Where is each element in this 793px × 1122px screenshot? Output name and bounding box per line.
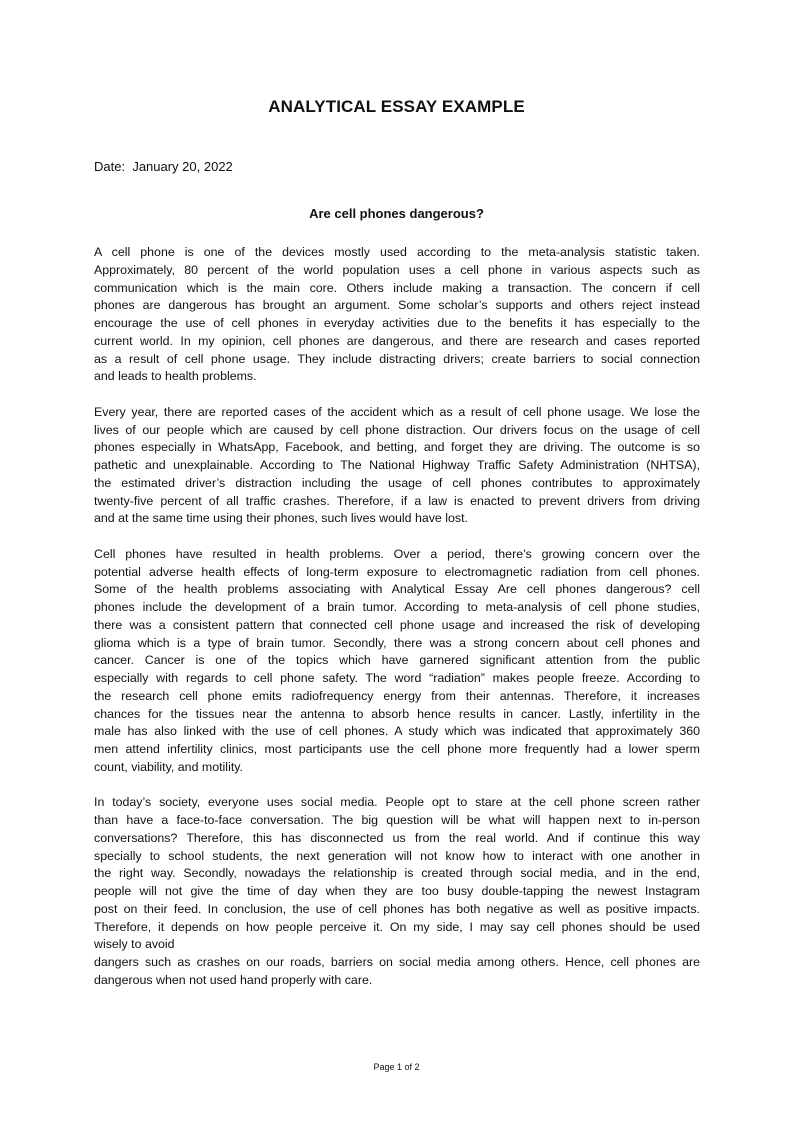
text-line: communication which is the main core. Others include making a transaction. The concern if cell <box>94 280 700 295</box>
text-line: chances for the tissues near the antenna to absorb hence results in cancer. Lastly, infertility in the <box>94 706 700 721</box>
page-number-footer: Page 1 of 2 <box>373 1062 420 1072</box>
text-line: the right way. Secondly, nowadays the relationship is created through social media, and in the end, <box>94 866 700 881</box>
text-line: the estimated driver’s distraction including the usage of cell phones contributes to approximately <box>94 475 700 490</box>
text-line: phones especially in WhatsApp, Facebook, and betting, and forget they are driving. The outcome is so <box>94 440 700 455</box>
text-line: encourage the use of cell phones in everyday activities due to the benefits it has especially to the <box>94 316 700 330</box>
date-label: Date: <box>94 159 126 174</box>
paragraph-3 <box>94 546 700 777</box>
essay-body <box>94 244 700 1007</box>
text-line: current world. In my opinion, cell phones are dangerous, and there are research and cases reported <box>94 333 700 348</box>
text-line: post on their feed. In conclusion, the use of cell phones has both negative as well as positive impacts. <box>94 901 700 916</box>
text-line: dangers such as crashes on our roads, barriers on social media among others. Hence, cell phones are <box>94 955 700 969</box>
text-line: Every year, there are reported cases of the accident which as a result of cell phone usage. We lose the <box>94 404 700 419</box>
text-line: and leads to health problems. <box>94 369 257 384</box>
text-line: and at the same time using their phones, such lives would have lost. <box>94 511 468 526</box>
text-line: male has also linked with the use of cell phones. A study which was indicated that approximately 360 <box>94 724 700 739</box>
text-line: In today’s society, everyone uses social media. People opt to stare at the cell phone screen rather <box>94 795 700 810</box>
text-line: Some of the health problems associating with Analytical Essay Are cell phones dangerous? cell <box>94 582 700 597</box>
text-line: than have a face-to-face conversation. The big question will be what will happen next to in-person <box>94 813 700 827</box>
paragraph-4 <box>94 794 700 989</box>
text-line: count, viability, and motility. <box>94 759 243 774</box>
text-line: specially to school students, the next generation will not know how to interact with one another in <box>94 848 700 863</box>
text-line: wisely to avoid <box>94 937 175 952</box>
text-line: cancer. Cancer is one of the topics which have garnered significant attention from the public <box>94 653 700 668</box>
text-line: men attend infertility clinics, most participants use the cell phone more frequently had a lower sperm <box>94 742 700 756</box>
text-line: phones include the development of a brain tumor. According to meta-analysis of cell phone studies, <box>94 600 700 614</box>
text-line: twenty-five percent of all traffic crashes. Therefore, if a law is enacted to prevent drivers from driving <box>94 493 700 508</box>
text-line: there was a consistent pattern that connected cell phone usage and increased the risk of developing <box>94 617 700 632</box>
document-title: ANALYTICAL ESSAY EXAMPLE <box>268 97 525 116</box>
text-line: Cell phones have resulted in health problems. Over a period, there’s growing concern over the <box>94 546 700 561</box>
essay-subtitle: Are cell phones dangerous? <box>309 206 484 221</box>
text-line: potential adverse health effects of long-term exposure to electromagnetic radiation from cell phones. <box>94 564 700 579</box>
paragraph-2 <box>94 404 700 528</box>
text-line: Therefore, it depends on how people perceive it. On my side, I may say cell phones should be used <box>94 919 700 934</box>
text-line: A cell phone is one of the devices mostly used according to the meta-analysis statistic taken. <box>94 245 700 259</box>
date-line <box>94 159 233 174</box>
text-line: Approximately, 80 percent of the world population uses a cell phone in various aspects such as <box>94 262 700 277</box>
text-line: the research cell phone emits radiofrequency energy from their antennas. Therefore, it increases <box>94 688 700 703</box>
text-line: pathetic and unexplainable. According to The National Highway Traffic Safety Administration (NHTSA), <box>94 458 700 472</box>
text-line: dangerous when not used hand properly with care. <box>94 972 373 987</box>
text-line: people will not give the time of day when they are too busy double-tapping the newest Instagram <box>94 884 700 898</box>
text-line: phones are dangerous has brought an argument. Some scholar’s supports and others reject instead <box>94 298 700 313</box>
paragraph-1 <box>94 244 700 386</box>
text-line: conversations? Therefore, this has disconnected us from the real world. And if continue this way <box>94 830 700 845</box>
date-value: January 20, 2022 <box>132 159 233 174</box>
text-line: glioma which is a type of brain tumor. Secondly, there was a strong concern about cell phones and <box>94 635 700 650</box>
text-line: as a result of cell phone usage. They include distracting drivers; create barriers to social connection <box>94 351 700 366</box>
text-line: lives of our people which are caused by cell phone distraction. Our drivers focus on the usage of cell <box>94 422 700 437</box>
text-line: especially with regards to cell phone safety. The word “radiation” makes people freeze. According to <box>94 671 700 685</box>
